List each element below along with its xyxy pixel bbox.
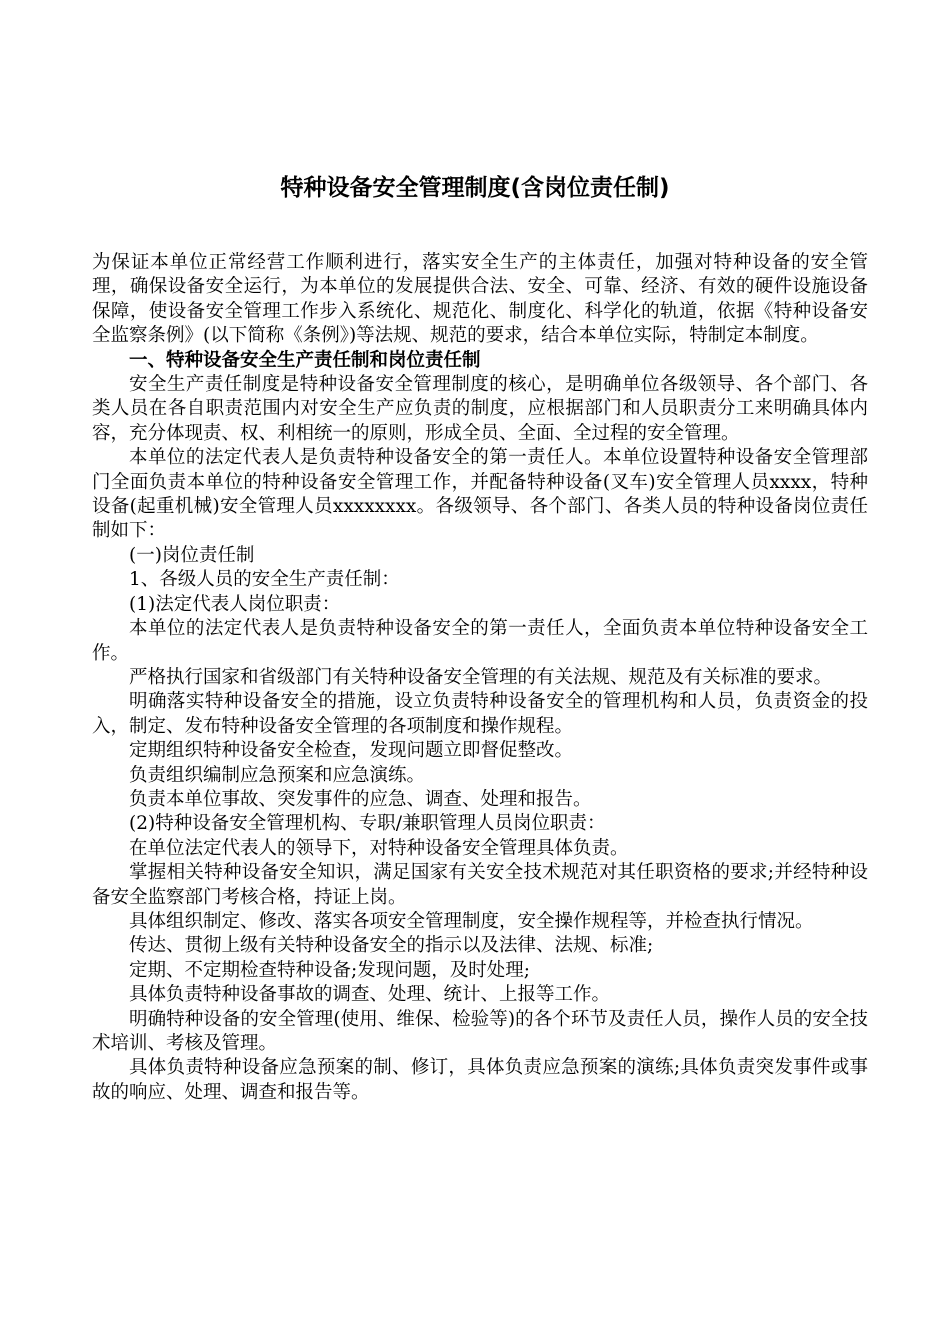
document-body: [92, 251, 868, 1105]
paragraph: 定期、不定期检查特种设备;发现问题，及时处理;: [129, 959, 530, 981]
paragraph: 负责本单位事故、突发事件的应急、调查、处理和报告。: [129, 788, 592, 810]
paragraph: 具体组织制定、修改、落实各项安全管理制度，安全操作规程等，并检查执行情况。: [129, 910, 814, 932]
paragraph: 定期组织特种设备安全检查，发现问题立即督促整改。: [129, 740, 574, 762]
paragraph: 传达、贯彻上级有关特种设备安全的指示以及法律、法规、标准;: [129, 935, 654, 957]
subsection-heading: 1、各级人员的安全生产责任制：: [129, 569, 400, 591]
paragraph: 严格执行国家和省级部门有关特种设备安全管理的有关法规、规范及有关标准的要求。: [129, 666, 833, 688]
role-heading: (1)法定代表人岗位职责：: [129, 593, 341, 615]
intro-paragraph: 为保证本单位正常经营工作顺利进行，落实安全生产的主体责任，加强对特种设备的安全管理，确保设备安全运行，为本单位的发展提供合法、安全、可靠、经济、有效的硬件设施设备保障，使设备安全管理工作步入系统化、规范化、制度化、科学化的轨道，依据《特种设备安全监察条例》(以下简称《条例》)等法规、规范的要求，结合本单位实际，特制定本制度。: [92, 252, 868, 347]
role-heading: (2)特种设备安全管理机构、专职/兼职管理人员岗位职责：: [129, 813, 606, 835]
paragraph: 安全生产责任制度是特种设备安全管理制度的核心，是明确单位各级领导、各个部门、各类人员在各自职责范围内对安全生产应负责的制度，应根据部门和人员职责分工来明确具体内容，充分体现责、权、利相统一的原则，形成全员、全面、全过程的安全管理。: [92, 374, 868, 444]
section-heading: 一、特种设备安全生产责任制和岗位责任制: [129, 349, 481, 371]
paragraph: 掌握相关特种设备安全知识，满足国家有关安全技术规范对其任职资格的要求;并经特种设备安全监察部门考核合格，持证上岗。: [92, 862, 868, 908]
document-title: 特种设备安全管理制度(含岗位责任制): [280, 175, 670, 201]
paragraph: 本单位的法定代表人是负责特种设备安全的第一责任人。本单位设置特种设备安全管理部门全面负责本单位的特种设备安全管理工作，并配备特种设备(叉车)安全管理人员xxxx，特种设备(起重机械)安全管理人员xxxxxxxx。各级领导、各个部门、各类人员的特种设备岗位责任制如下：: [92, 447, 868, 542]
paragraph: 负责组织编制应急预案和应急演练。: [129, 764, 426, 786]
paragraph: 明确落实特种设备安全的措施，设立负责特种设备安全的管理机构和人员，负责资金的投入，制定、发布特种设备安全管理的各项制度和操作规程。: [92, 691, 868, 737]
paragraph: 具体负责特种设备事故的调查、处理、统计、上报等工作。: [129, 984, 611, 1006]
paragraph: 具体负责特种设备应急预案的制、修订，具体负责应急预案的演练;具体负责突发事件或事故的响应、处理、调查和报告等。: [92, 1057, 868, 1103]
paragraph: 本单位的法定代表人是负责特种设备安全的第一责任人，全面负责本单位特种设备安全工作。: [92, 618, 868, 664]
paragraph: 明确特种设备的安全管理(使用、维保、检验等)的各个环节及责任人员，操作人员的安全技术培训、考核及管理。: [92, 1008, 868, 1054]
subsection-heading: (一)岗位责任制: [129, 544, 255, 566]
paragraph: 在单位法定代表人的领导下，对特种设备安全管理具体负责。: [129, 837, 629, 859]
